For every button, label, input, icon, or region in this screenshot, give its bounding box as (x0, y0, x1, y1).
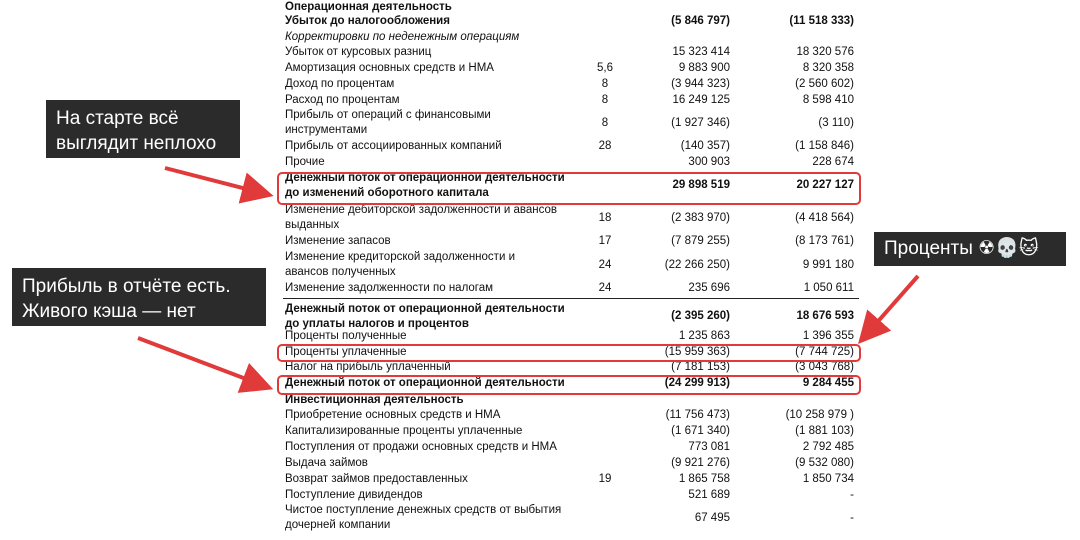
row-label: Проценты уплаченные (285, 346, 407, 358)
row-label: Изменение дебиторской задолженности и авансов выданных (285, 204, 557, 231)
row-value-prior: 18 320 576 (796, 46, 854, 58)
row-value-prior: (11 518 333) (789, 15, 854, 27)
row-note: 8 (601, 78, 609, 90)
row-value-current: (2 395 260) (671, 310, 730, 322)
row-value-current: 29 898 519 (672, 179, 730, 191)
arrow-profit (138, 338, 262, 385)
row-value-prior: (7 744 725) (795, 346, 854, 358)
row-value-current: (3 944 323) (671, 78, 730, 90)
row-label: Поступления от продажи основных средств и НМА (285, 441, 557, 453)
row-value-prior: 1 050 611 (803, 282, 854, 294)
row-note: 8 (601, 94, 609, 106)
row-label: Выдача займов (285, 457, 368, 469)
row-label: Амортизация основных средств и НМА (285, 62, 494, 74)
row-value-current: 9 883 900 (678, 62, 730, 74)
row-value-current: 67 495 (694, 512, 730, 524)
row-value-current: (2 383 970) (671, 212, 730, 224)
row-note: 24 (598, 259, 612, 271)
row-value-current: 521 689 (688, 489, 730, 501)
row-label: Изменение задолженности по налогам (285, 282, 494, 294)
row-value-current: (140 357) (680, 140, 730, 152)
row-label: Изменение кредиторской задолженности и авансов полученных (285, 251, 515, 278)
row-note: 5,6 (597, 62, 613, 74)
row-value-current: 1 865 758 (678, 473, 730, 485)
row-value-current: (24 299 913) (664, 377, 730, 389)
row-label: Денежный поток от операционной деятельности (285, 377, 565, 389)
row-label: Корректировки по неденежным операциям (285, 31, 520, 43)
row-label: Доход по процентам (285, 78, 395, 90)
row-value-prior: 20 227 127 (796, 179, 854, 191)
row-label: Инвестиционная деятельность (285, 394, 464, 406)
row-label: Прибыль от операций с финансовыми инструментами (285, 109, 491, 136)
row-value-prior: - (850, 489, 854, 501)
row-value-prior: (1 158 846) (795, 140, 854, 152)
row-value-current: 235 696 (688, 282, 730, 294)
row-value-current: 15 323 414 (672, 46, 730, 58)
row-label: Изменение запасов (285, 235, 391, 247)
row-label: Расход по процентам (285, 94, 400, 106)
row-note: 28 (598, 140, 612, 152)
row-label: Проценты полученные (285, 330, 407, 342)
row-value-prior: 8 598 410 (802, 94, 854, 106)
row-value-current: (7 879 255) (671, 235, 730, 247)
row-label: Поступление дивидендов (285, 489, 423, 501)
row-value-prior: 228 674 (812, 156, 854, 168)
row-value-current: 773 081 (688, 441, 730, 453)
row-note: 24 (598, 282, 612, 294)
row-value-prior: 8 320 358 (802, 62, 854, 74)
row-value-prior: 2 792 485 (802, 441, 854, 453)
row-label: Денежный поток от операционной деятельности до уплаты налогов и процентов (285, 303, 565, 330)
callout-start: На старте всё выглядит неплохо (46, 100, 240, 158)
row-value-current: (9 921 276) (671, 457, 730, 469)
row-value-prior: (3 110) (818, 117, 854, 129)
row-value-current: (15 959 363) (664, 346, 730, 358)
row-value-current: 16 249 125 (672, 94, 730, 106)
row-note: 19 (598, 473, 612, 485)
row-value-prior: (4 418 564) (795, 212, 854, 224)
row-label: Возврат займов предоставленных (285, 473, 468, 485)
row-value-prior: 9 284 455 (802, 377, 854, 389)
row-value-prior: (9 532 080) (795, 457, 854, 469)
row-label: Прочие (285, 156, 325, 168)
row-value-current: (7 181 153) (671, 361, 730, 373)
row-value-current: (11 756 473) (665, 409, 730, 421)
row-label: Капитализированные проценты уплаченные (285, 425, 523, 437)
row-value-prior: (10 258 979 ) (785, 409, 854, 421)
row-label: Чистое поступление денежных средств от выбытия дочерней компании (285, 504, 562, 531)
row-label: Налог на прибыль уплаченный (285, 361, 451, 373)
row-value-prior: (8 173 761) (795, 235, 854, 247)
row-value-prior: 18 676 593 (796, 310, 854, 322)
row-value-prior: 9 991 180 (802, 259, 854, 271)
row-value-current: 300 903 (688, 156, 730, 168)
row-label: Приобретение основных средств и НМА (285, 409, 501, 421)
row-note: 18 (598, 212, 612, 224)
row-value-current: (22 266 250) (664, 259, 730, 271)
row-value-current: (5 846 797) (671, 15, 730, 27)
row-value-prior: (3 043 768) (795, 361, 854, 373)
callout-profit: Прибыль в отчёте есть. Живого кэша — нет (12, 268, 266, 326)
row-label: Прибыль от ассоциированных компаний (285, 140, 502, 152)
row-value-prior: 1 396 355 (802, 330, 854, 342)
row-value-current: 1 235 863 (678, 330, 730, 342)
row-value-prior: - (850, 512, 854, 524)
row-value-prior: (2 560 602) (795, 78, 854, 90)
callout-interest: Проценты ☢💀🐱 (874, 232, 1066, 266)
row-value-prior: (1 881 103) (795, 425, 854, 437)
row-label: Денежный поток от операционной деятельности до изменений оборотного капитала (285, 172, 565, 199)
row-value-current: (1 671 340) (671, 425, 730, 437)
row-note: 8 (601, 117, 609, 129)
row-value-prior: 1 850 734 (802, 473, 854, 485)
row-note: 17 (598, 235, 612, 247)
row-label: Убыток от курсовых разниц (285, 46, 432, 58)
arrow-interest (866, 276, 918, 335)
row-label: Операционная деятельность (285, 1, 452, 13)
row-value-current: (1 927 346) (671, 117, 730, 129)
row-label: Убыток до налогообложения (285, 15, 450, 27)
arrow-start (165, 168, 262, 193)
